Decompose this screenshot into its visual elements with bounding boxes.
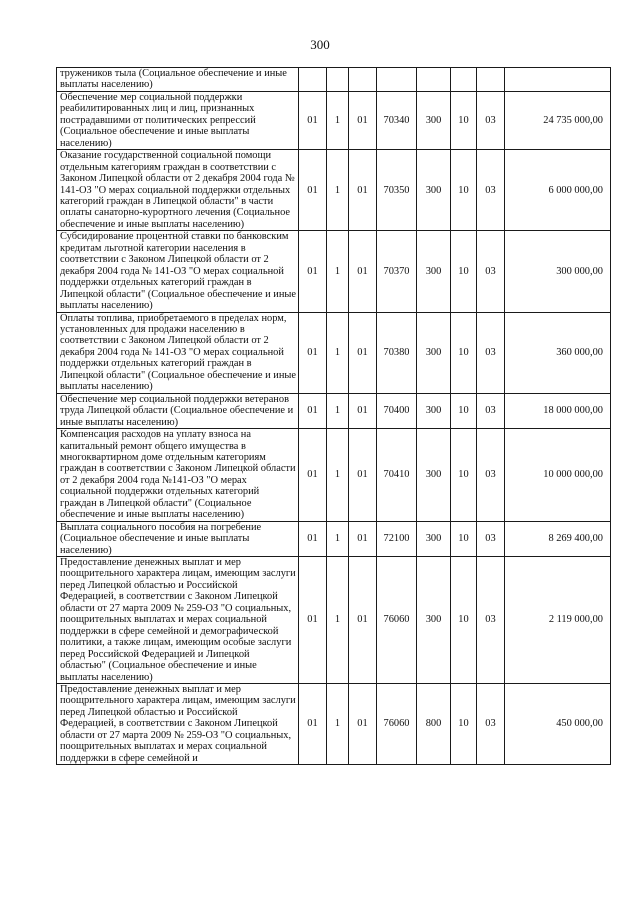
code-subsection: 03: [477, 91, 505, 149]
code-main-event: 01: [349, 429, 377, 522]
code-expense-type: 300: [417, 429, 451, 522]
table-row: [57, 429, 611, 522]
code-expense-type: 300: [417, 393, 451, 428]
code-direction: 70410: [377, 429, 417, 522]
code-direction: 76060: [377, 557, 417, 684]
amount-value: [505, 68, 611, 92]
code-subprogram: 1: [327, 231, 349, 312]
code-subsection: 03: [477, 150, 505, 231]
code-expense-type: 300: [417, 312, 451, 393]
code-section: 10: [451, 557, 477, 684]
code-subprogram: 1: [327, 684, 349, 765]
code-main-event: 01: [349, 231, 377, 312]
code-main-event: 01: [349, 393, 377, 428]
code-subsection: 03: [477, 557, 505, 684]
code-section: 10: [451, 393, 477, 428]
code-subprogram: 1: [327, 312, 349, 393]
amount-value: 360 000,00: [505, 312, 611, 393]
amount-value: 450 000,00: [505, 684, 611, 765]
code-main-event: 01: [349, 91, 377, 149]
code-direction: [377, 68, 417, 92]
page-number: 300: [310, 37, 330, 52]
code-expense-type: 300: [417, 91, 451, 149]
code-subprogram: 1: [327, 521, 349, 556]
table-body: [57, 68, 611, 765]
code-program: 01: [299, 393, 327, 428]
code-program: 01: [299, 150, 327, 231]
code-subsection: 03: [477, 393, 505, 428]
amount-value: 300 000,00: [505, 231, 611, 312]
expense-description: Оплаты топлива, приобретаемого в пределах норм, установленных для продажи населению в соответствии с Законом Липецкой области от 2 декабря 2004 года № 141-ОЗ "О мерах социальной поддержки отдельных категорий граждан в Липецкой области" (Социальное обеспечение и иные выплаты населению): [57, 312, 299, 393]
code-subsection: 03: [477, 429, 505, 522]
code-subsection: 03: [477, 231, 505, 312]
code-direction: 70350: [377, 150, 417, 231]
code-subsection: 03: [477, 684, 505, 765]
code-main-event: 01: [349, 521, 377, 556]
code-section: 10: [451, 312, 477, 393]
code-direction: 70380: [377, 312, 417, 393]
code-section: 10: [451, 150, 477, 231]
table-row: [57, 521, 611, 556]
amount-value: 24 735 000,00: [505, 91, 611, 149]
expense-description: Обеспечение мер социальной поддержки ветеранов труда Липецкой области (Социальное обеспечение и иные выплаты населению): [57, 393, 299, 428]
code-section: [451, 68, 477, 92]
table-row: [57, 684, 611, 765]
amount-value: 2 119 000,00: [505, 557, 611, 684]
code-subsection: [477, 68, 505, 92]
budget-table: [56, 67, 611, 765]
expense-description: Предоставление денежных выплат и мер поощрительного характера лицам, имеющим заслуги перед Липецкой областью и Российской Федерацией, в соответствии с Законом Липецкой области от 27 марта 2009 № 259-ОЗ "О социальных, поощрительных выплатах и мерах социальной поддержки в сфере семейной и демографической политики, а также лицам, имеющим особые заслуги перед Российской Федерацией и Липецкой областью" (Социальное обеспечение и иные выплаты населению): [57, 557, 299, 684]
code-expense-type: 300: [417, 231, 451, 312]
amount-value: 8 269 400,00: [505, 521, 611, 556]
code-main-event: 01: [349, 312, 377, 393]
code-section: 10: [451, 231, 477, 312]
code-program: 01: [299, 684, 327, 765]
code-direction: 70340: [377, 91, 417, 149]
code-subsection: 03: [477, 521, 505, 556]
code-direction: 70370: [377, 231, 417, 312]
code-program: [299, 68, 327, 92]
code-subprogram: 1: [327, 429, 349, 522]
code-direction: 72100: [377, 521, 417, 556]
code-direction: 70400: [377, 393, 417, 428]
code-section: 10: [451, 521, 477, 556]
code-program: 01: [299, 91, 327, 149]
table-row: [57, 91, 611, 149]
code-expense-type: [417, 68, 451, 92]
code-subprogram: 1: [327, 150, 349, 231]
table-row: [57, 231, 611, 312]
table-row: [57, 68, 611, 92]
amount-value: 6 000 000,00: [505, 150, 611, 231]
code-section: 10: [451, 684, 477, 765]
code-program: 01: [299, 521, 327, 556]
table-row: [57, 312, 611, 393]
code-subsection: 03: [477, 312, 505, 393]
code-subprogram: 1: [327, 91, 349, 149]
code-program: 01: [299, 312, 327, 393]
expense-description: Выплата социального пособия на погребение (Социальное обеспечение и иные выплаты населению): [57, 521, 299, 556]
amount-value: 18 000 000,00: [505, 393, 611, 428]
expense-description: Предоставление денежных выплат и мер поощрительного характера лицам, имеющим заслуги перед Липецкой областью и Российской Федерацией, в соответствии с Законом Липецкой области от 27 марта 2009 № 259-ОЗ "О социальных, поощрительных выплатах и мерах социальной поддержки в сфере семейной и: [57, 684, 299, 765]
table-row: [57, 150, 611, 231]
code-expense-type: 300: [417, 150, 451, 231]
code-main-event: 01: [349, 557, 377, 684]
amount-value: 10 000 000,00: [505, 429, 611, 522]
code-subprogram: 1: [327, 393, 349, 428]
code-main-event: 01: [349, 150, 377, 231]
expense-description: Субсидирование процентной ставки по банковским кредитам льготной категории населения в соответствии с Законом Липецкой области от 2 декабря 2004 года № 141-ОЗ "О мерах социальной поддержки отдельных категорий граждан в Липецкой области" (Социальное обеспечение и иные выплаты населению): [57, 231, 299, 312]
code-program: 01: [299, 231, 327, 312]
table-row: [57, 393, 611, 428]
code-expense-type: 300: [417, 557, 451, 684]
expense-description: Обеспечение мер социальной поддержки реабилитированных лиц и лиц, признанных пострадавшими от политических репрессий (Социальное обеспечение и иные выплаты населению): [57, 91, 299, 149]
code-program: 01: [299, 429, 327, 522]
expense-description: Компенсация расходов на уплату взноса на капитальный ремонт общего имущества в многоквартирном доме отдельным категориям граждан в соответствии с Законом Липецкой области от 2 декабря 2004 года №141-ОЗ "О мерах социальной поддержки отдельных категорий граждан в Липецкой области" (Социальное обеспечение и иные выплаты населению): [57, 429, 299, 522]
code-expense-type: 800: [417, 684, 451, 765]
code-main-event: [349, 68, 377, 92]
code-subprogram: 1: [327, 557, 349, 684]
code-section: 10: [451, 429, 477, 522]
code-subprogram: [327, 68, 349, 92]
code-direction: 76060: [377, 684, 417, 765]
code-expense-type: 300: [417, 521, 451, 556]
expense-description: Оказание государственной социальной помощи отдельным категориям граждан в соответствии с Законом Липецкой области от 2 декабря 2004 года № 141-ОЗ "О мерах социальной поддержки отдельных категорий граждан в Липецкой области" в части оплаты санаторно-курортного лечения (Социальное обеспечение и иные выплаты населению): [57, 150, 299, 231]
expense-description: тружеников тыла (Социальное обеспечение и иные выплаты населению): [57, 68, 299, 92]
code-program: 01: [299, 557, 327, 684]
table-row: [57, 557, 611, 684]
code-main-event: 01: [349, 684, 377, 765]
code-section: 10: [451, 91, 477, 149]
